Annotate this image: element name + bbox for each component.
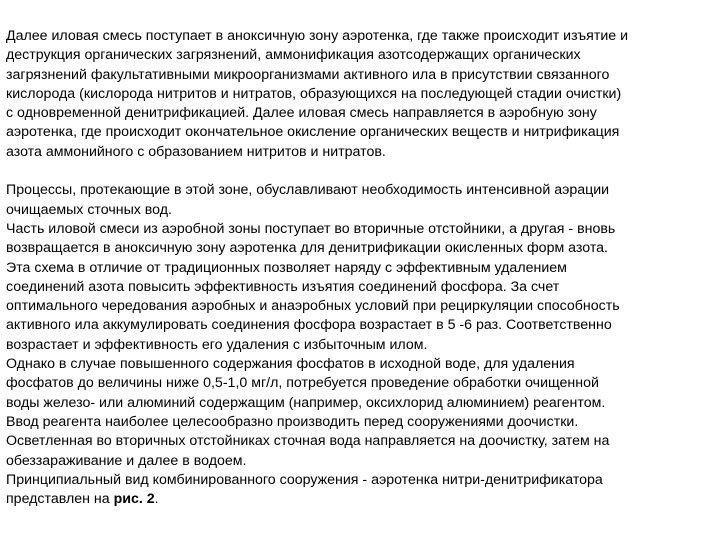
text-line: фосфатов до величины ниже 0,5-1,0 мг/л, потребуется проведение обработки очищенной xyxy=(6,375,599,392)
figure-reference-line xyxy=(6,490,714,509)
text-line: Однако в случае повышенного содержания фосфатов в исходной воде, для удаления xyxy=(6,356,575,373)
figure-reference-bold: рис. 2 xyxy=(113,491,155,508)
text-line: аэротенка, где происходит окончательное окисление органических веществ и нитрификация xyxy=(6,124,620,141)
figure-reference-suffix: . xyxy=(154,491,159,508)
text-line: обеззараживание и далее в водоем. xyxy=(6,452,247,469)
text-line: Принципиальный вид комбинированного сооружения - аэротенка нитри-денитрификатора xyxy=(6,471,603,488)
paragraph-aeration-process xyxy=(6,181,714,509)
text-line: Процессы, протекающие в этой зоне, обуславливают необходимость интенсивной аэрации xyxy=(6,182,610,199)
paragraph-spacer xyxy=(6,162,714,181)
text-line: активного ила аккумулировать соединения фосфора возрастает в 5 -6 раз. Соответственно xyxy=(6,317,612,334)
text-line: загрязнений факультативными микроорганизмами активного ила в присутствии связанного xyxy=(6,66,610,83)
document-body xyxy=(6,27,714,509)
text-line: очищаемых сточных вод. xyxy=(6,201,172,218)
text-line: оптимального чередования аэробных и анаэробных условий при рециркуляции способность xyxy=(6,298,620,315)
text-line: воды железо- или алюминий содержащим (например, оксихлорид алюминием) реагентом. xyxy=(6,394,606,411)
text-line: Осветленная во вторичных отстойниках сточная вода направляется на доочистку, затем на xyxy=(6,433,610,450)
paragraph-anoxic-zone xyxy=(6,27,714,162)
text-line: Далее иловая смесь поступает в аноксичную зону аэротенка, где также происходит изъятие и xyxy=(6,28,628,44)
text-line: возвращается в аноксичную зону аэротенка для денитрификации окисленных форм азота. xyxy=(6,240,608,257)
text-line: соединений азота повысить эффективность изъятия соединений фосфора. За счет xyxy=(6,278,560,295)
figure-reference-prefix: представлен на xyxy=(6,491,114,508)
text-line: кислорода (кислорода нитритов и нитратов, образующихся на последующей стадии очистки) xyxy=(6,85,622,102)
text-line: с одновременной денитрификацией. Далее иловая смесь направляется в аэробную зону xyxy=(6,105,597,122)
text-line: Часть иловой смеси из аэробной зоны поступает во вторичные отстойники, а другая - вновь xyxy=(6,220,616,237)
text-line: Эта схема в отличие от традиционных позволяет наряду с эффективным удалением xyxy=(6,259,567,276)
text-line: деструкция органических загрязнений, аммонификация азотсодержащих органических xyxy=(6,47,581,64)
text-line: азота аммонийного с образованием нитритов и нитратов. xyxy=(6,143,386,160)
text-line: возрастает и эффективность его удаления с избыточным илом. xyxy=(6,336,428,353)
text-line: Ввод реагента наиболее целесообразно производить перед сооружениями доочистки. xyxy=(6,413,579,430)
